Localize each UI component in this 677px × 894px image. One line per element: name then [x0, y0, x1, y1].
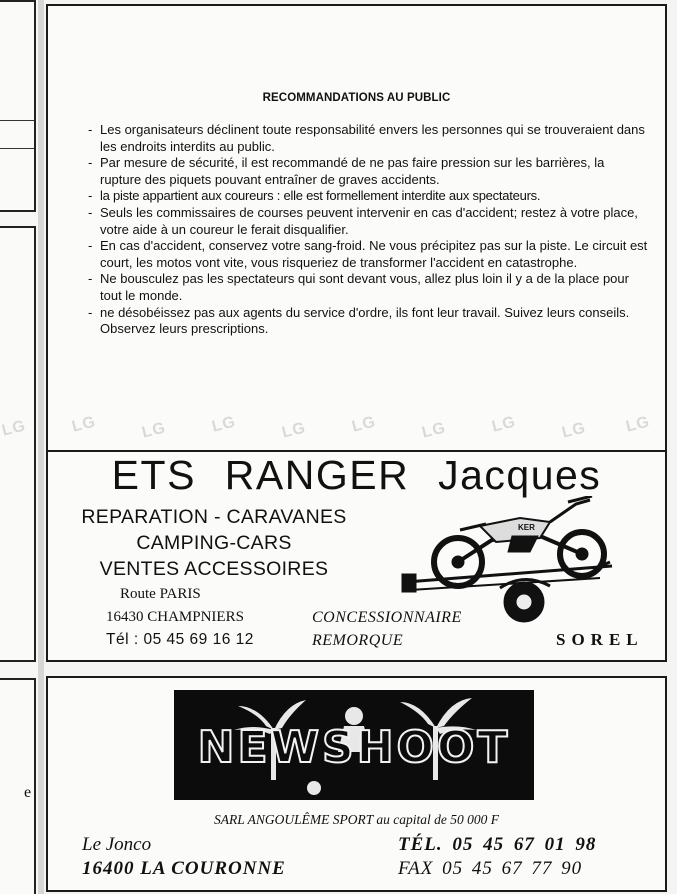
recommendations-title: RECOMMANDATIONS AU PUBLIC: [262, 92, 451, 104]
newshoot-logo: [174, 690, 534, 800]
newshoot-ad: [46, 676, 667, 892]
recommendation-item: - Ne bousculez pas les spectateurs qui sont devant vous, allez plus loin il y a de la place pour tout le monde.: [88, 271, 648, 304]
recommendation-item: - ne désobéissez pas aux agents du service d'ordre, ils font leur travail. Suivez leurs conseils. Observez leurs prescriptions.: [88, 305, 648, 338]
bike-lettering: KER: [518, 523, 535, 532]
recommendations-box: [46, 4, 667, 452]
ranger-service-line: CAMPING-CARS: [136, 532, 292, 554]
left-box-divider: [0, 120, 34, 121]
watermark-logo: LG: [624, 413, 652, 436]
motorcycle-trailer-illustration: [400, 496, 620, 632]
ranger-service-line: REPARATION - CARAVANES: [81, 506, 347, 528]
watermark-logo: LG: [490, 413, 518, 436]
newshoot-logo-text: NEWSHOOT: [197, 722, 511, 773]
ranger-phone: Tél : 05 45 69 16 12: [106, 631, 254, 648]
newshoot-city: 16400 LA COURONNE: [82, 858, 286, 879]
watermark-logo: LG: [210, 413, 238, 436]
watermark-logo: LG: [0, 417, 28, 440]
ranger-dealer-label: CONCESSIONNAIRE: [312, 609, 462, 626]
left-page-text-fragment: e: [24, 784, 32, 801]
left-page-box-middle: [0, 226, 36, 662]
recommendations-list: [88, 122, 648, 338]
watermark-logo: LG: [350, 413, 378, 436]
ranger-brand: SOREL: [556, 630, 644, 649]
newshoot-company: SARL ANGOULÊME SPORT au capital de 50 000 F: [214, 812, 499, 827]
newshoot-fax: FAX 05 45 67 77 90: [398, 858, 583, 879]
recommendation-item: - Les organisateurs déclinent toute responsabilité envers les personnes qui se trouveraient dans les endroits interdits au public.: [88, 122, 648, 155]
left-page-box-top: [0, 0, 36, 212]
ranger-ad: [46, 452, 667, 662]
watermark-logo: LG: [420, 419, 448, 442]
newshoot-place: Le Jonco: [82, 834, 152, 855]
newshoot-phone: TÉL. 05 45 67 01 98: [398, 834, 597, 855]
ranger-city: 16430 CHAMPNIERS: [106, 609, 244, 625]
watermark-logo: LG: [560, 419, 588, 442]
recommendation-item: - la piste appartient aux coureurs : elle est formellement interdite aux spectateurs.: [88, 188, 648, 205]
recommendation-item: - Par mesure de sécurité, il est recommandé de ne pas faire pression sur les barrières, la rupture des piquets pouvant entraîner de graves accidents.: [88, 155, 648, 188]
watermark-logo: LG: [140, 419, 168, 442]
ranger-street: Route PARIS: [120, 586, 201, 602]
recommendation-item: - En cas d'accident, conservez votre sang-froid. Ne vous précipitez pas sur la piste. Le circuit est court, les motos vont vite, vous risqueriez de transformer l'accident en catastrophe.: [88, 238, 648, 271]
watermark-logo: LG: [280, 419, 308, 442]
ranger-trailer-label: REMORQUE: [312, 632, 404, 649]
left-box-divider: [0, 148, 34, 149]
recommendation-item: - Seuls les commissaires de courses peuvent intervenir en cas d'accident; restez à votre place, votre aide à un coureur le ferait disqualifier.: [88, 205, 648, 238]
ranger-service-line: VENTES ACCESSOIRES: [99, 558, 329, 580]
page-gutter: [38, 0, 44, 894]
ranger-title: ETS RANGER Jacques: [111, 452, 602, 498]
watermark-logo: LG: [70, 413, 98, 436]
